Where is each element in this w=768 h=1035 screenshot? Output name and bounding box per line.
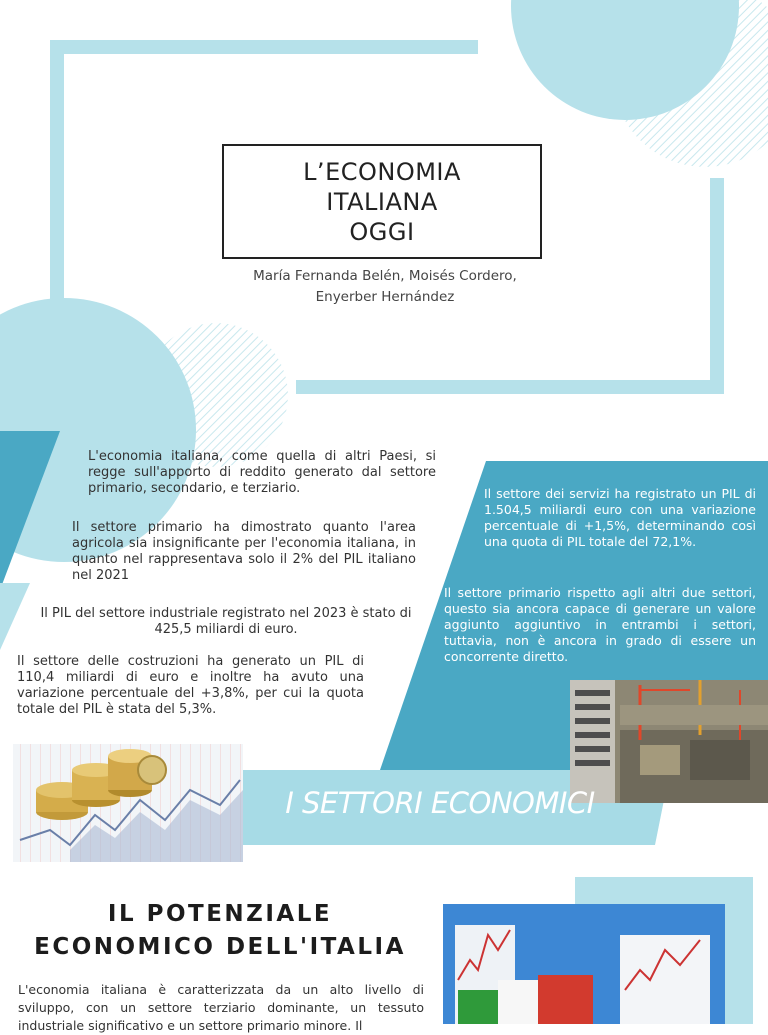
authors-line-1: María Fernanda Belén, Moisés Cordero,	[253, 268, 517, 284]
construction-sector-paragraph: Il settore delle costruzioni ha generato un PIL di 110,4 miliardi di euro e inoltre ha avuto una variazione percentuale del +3,8%, per cui la quota totale del PIL è stata del 5,3%.	[17, 654, 364, 717]
title-line-3: OGGI	[349, 217, 415, 246]
industrial-sector-paragraph: Il PIL del settore industriale registrato nel 2023 è stato di 425,5 miliardi di euro.	[40, 606, 412, 637]
section-heading-line-2: ECONOMICO DELL'ITALIA	[34, 934, 406, 960]
authors-line-2: Enyerber Hernández	[315, 289, 455, 305]
section-heading	[10, 898, 430, 964]
authors	[190, 266, 580, 308]
flag-chart-image	[443, 904, 725, 1024]
services-sector-paragraph: Il settore dei servizi ha registrato un PIL di 1.504,5 miliardi euro con una variazione percentuale di +1,5%, determinando così una quota di PIL totale del 72,1%.	[484, 486, 756, 549]
frame-bottom-bar	[296, 380, 724, 394]
section-heading-line-1: IL POTENZIALE	[107, 901, 333, 927]
primary-comparison-paragraph: Il settore primario rispetto agli altri due settori, questo sia ancora capace di generare un valore aggiunto aggiuntivo in entrambi i settori, tuttavia, non è ancora in grado di essere un concorrente diretto.	[444, 585, 756, 664]
title-box	[222, 144, 542, 259]
section-paragraph: L'economia italiana è caratterizzata da un alto livello di sviluppo, con un settore terziario dominante, un tessuto industriale significativo e un settore primario minore. Il	[18, 982, 424, 1033]
title-line-2: ITALIANA	[326, 187, 438, 216]
title-line-1: L’ECONOMIA	[303, 157, 461, 186]
frame-top-bar	[50, 40, 478, 54]
primary-sector-paragraph: Il settore primario ha dimostrato quanto l'area agricola sia insignificante per l'economia italiana, in quanto nel rappresentava solo il 2% del PIL italiano nel 2021	[72, 520, 416, 583]
light-triangle-left	[0, 583, 30, 650]
frame-left-bar	[50, 54, 64, 300]
construction-image	[570, 680, 768, 803]
banner-title: I SETTORI ECONOMICI	[285, 786, 595, 820]
frame-right-bar	[710, 178, 724, 394]
intro-paragraph: L'economia italiana, come quella di altri Paesi, si regge sull'apporto di reddito generato dal settore primario, secondario, e terziario.	[88, 449, 436, 496]
coins-image	[13, 744, 243, 862]
